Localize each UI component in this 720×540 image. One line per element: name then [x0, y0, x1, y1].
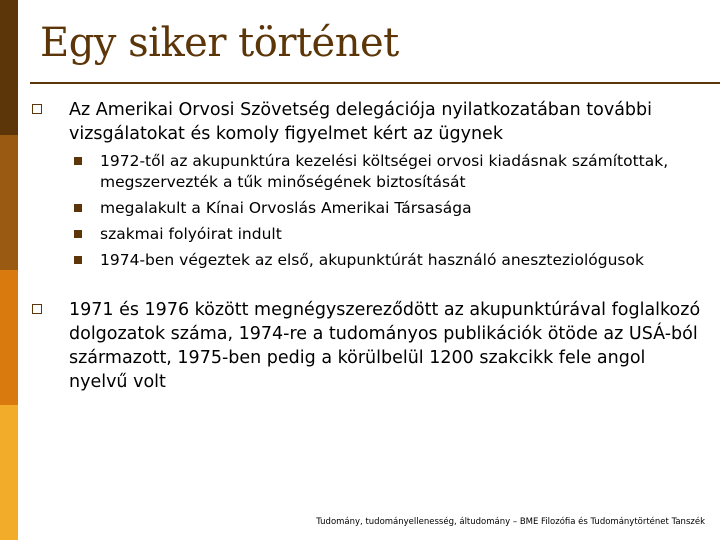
bullet-text: 1971 és 1976 között megnégyszereződött az akupunktúrával foglalkozó dolgozatok száma, 1974-re a tudományos publikációk ötöde az USÁ-ból származott, 1975-ben pedig a körülbelül 1200 szakcikk fele angol nyelvű volt: [69, 300, 701, 392]
subbullet-text: 1972-től az akupunktúra kezelési költségei orvosi kiadásnak számítottak, megszervezték a tűk minőségének biztosítását: [100, 152, 669, 191]
side-stripe-yellow: [0, 405, 18, 540]
filled-square-bullet-icon: [74, 204, 82, 212]
filled-square-bullet-icon: [74, 157, 82, 165]
side-stripe-orange: [0, 270, 18, 405]
subbullet-text: megalakult a Kínai Orvoslás Amerikai Társasága: [100, 199, 472, 217]
hollow-square-bullet-icon: [32, 304, 42, 314]
subbullet-item: [100, 250, 700, 271]
bullet-item: [69, 298, 709, 394]
title-rule: [30, 82, 720, 84]
subbullet-text: szakmai folyóirat indult: [100, 225, 282, 243]
bullet-text: Az Amerikai Orvosi Szövetség delegációja nyilatkozatában további vizsgálatokat és komoly figyelmet kért az ügynek: [69, 100, 653, 144]
subbullet-item: [100, 198, 700, 219]
subbullet-text: 1974-ben végeztek az első, akupunktúrát használó aneszteziológusok: [100, 251, 644, 269]
side-stripe-brown: [0, 135, 18, 270]
bullet-item: [69, 98, 709, 146]
slide-title: Egy siker történet: [40, 20, 399, 66]
hollow-square-bullet-icon: [32, 104, 42, 114]
filled-square-bullet-icon: [74, 230, 82, 238]
subbullet-item: [100, 224, 700, 245]
side-stripe-dark: [0, 0, 18, 135]
subbullet-item: [100, 151, 700, 193]
slide-footer: Tudomány, tudományellenesség, áltudomány – BME Filozófia és Tudománytörténet Tanszék: [316, 517, 705, 527]
filled-square-bullet-icon: [74, 256, 82, 264]
